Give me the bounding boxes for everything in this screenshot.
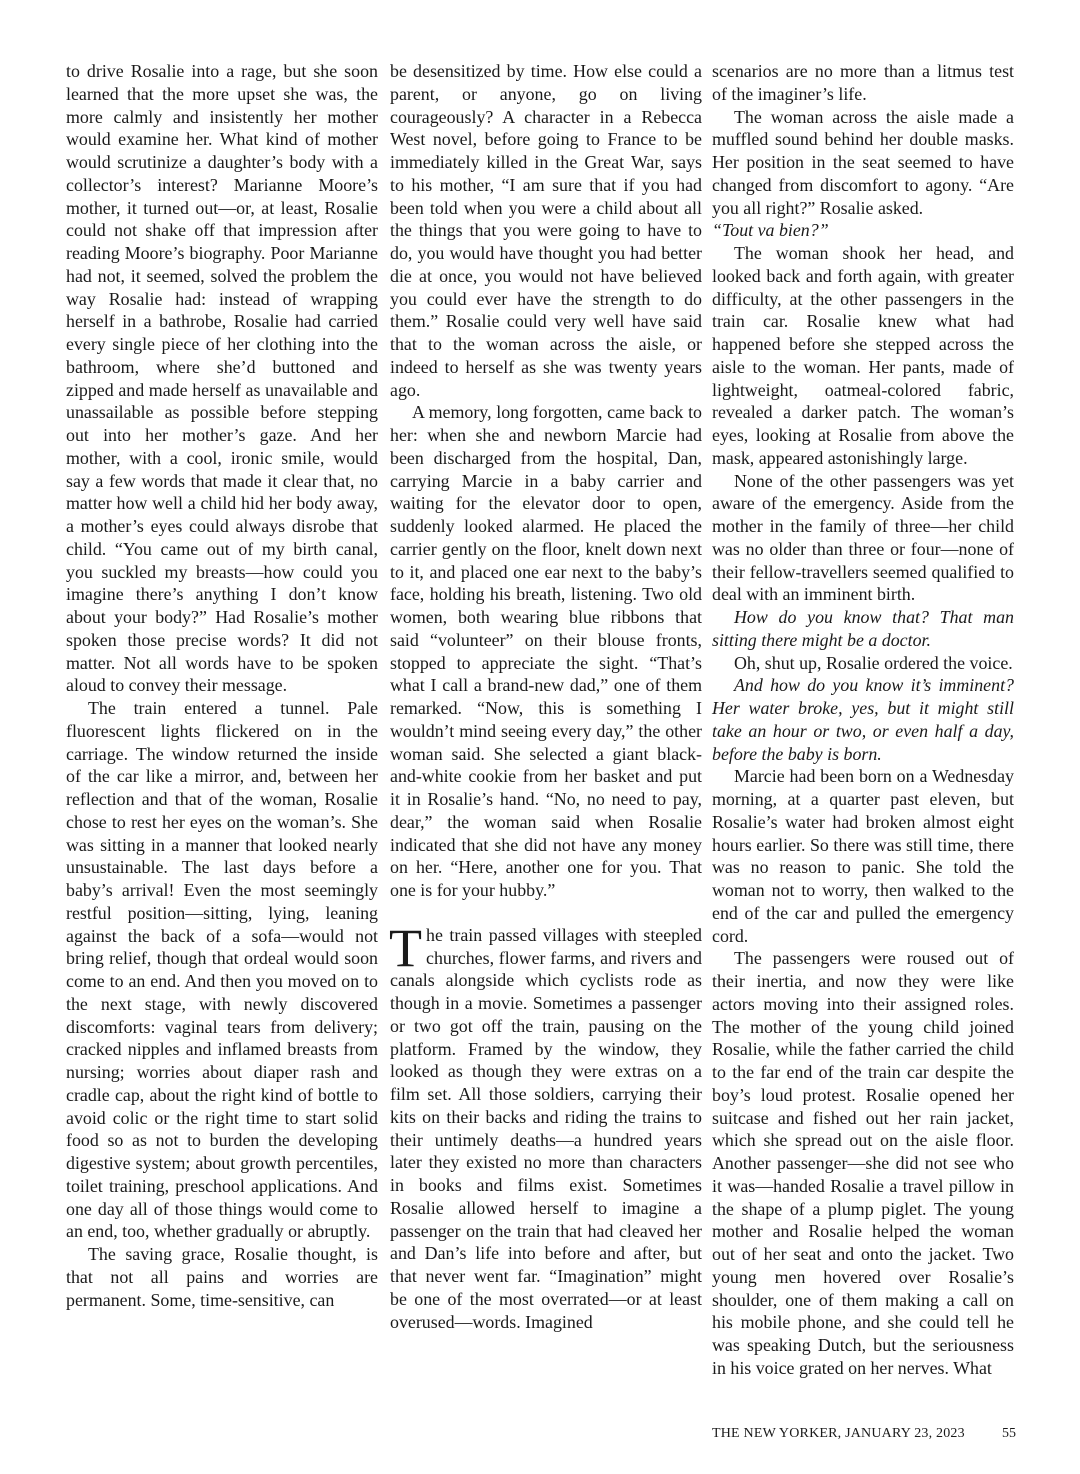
text-column-1 bbox=[66, 60, 378, 1311]
drop-cap: T bbox=[389, 917, 422, 978]
text-column-2 bbox=[390, 60, 702, 1333]
paragraph-text: The woman across the aisle made a muffled sound behind her double masks. Her position in the seat seemed to have changed from discomfort to agony. “Are you all right?” Rosalie asked. bbox=[712, 106, 1014, 218]
paragraph: scenarios are no more than a litmus test of the imaginer’s life. bbox=[712, 61, 1014, 104]
paragraph: Marcie had been born on a Wednesday morning, at a quarter past eleven, but Rosalie’s water had broken almost eight hours earlier. So there was still time, there was no reason to panic. She told the woman not to worry, then walked to the end of the car and pulled the emergency cord. bbox=[712, 766, 1014, 946]
paragraph: The woman shook her head, and looked back and forth again, with greater difficulty, at the other passengers in the train car. Rosalie knew what had happened before she stepped across the aisle to the woman. Her pants, made of lightweight, oatmeal-colored fabric, revealed a darker patch. The woman’s eyes, looking at Rosalie from above the mask, appeared astonishingly large. bbox=[712, 243, 1014, 468]
paragraph: The passengers were roused out of their inertia, and now they were like actors moving into their assigned roles. The mother of the young child joined Rosalie, while the father carried the child to the far end of the train car despite the boy’s loud protest. Rosalie opened her suitcase and fished out her rain jacket, which she spread out on the aisle floor. Another passenger—she did not see who it was—handed Rosalie a travel pillow in the shape of a plump piglet. The young mother and Rosalie helped the woman out of her seat and onto the jacket. Two young men hovered over Rosalie’s shoulder, one of them making a call on his mobile phone, and she could tell he was speaking Dutch, but the seriousness in his voice grated on her nerves. What bbox=[712, 948, 1014, 1378]
italic-text: And how do you know it’s imminent? Her water broke, yes, but it might still take an hour or two, or even half a day, before the baby is born. bbox=[712, 675, 1014, 764]
section-start-paragraph bbox=[389, 917, 702, 1334]
page-footer bbox=[712, 1424, 1016, 1444]
paragraph: be desensitized by time. How else could a parent, or anyone, go on living courageously? A character in a Rebecca West novel, before going to France to be immediately killed in the Great War, says to his mother, “I am sure that if you had been told when you were a child about all the things that you were going to have to do, you would have thought you had better die at once, you would not have believed you could ever have the strength to do them.” Rosalie could very well have said that to the woman across the aisle, or indeed to herself as she was twenty years ago. bbox=[390, 61, 702, 400]
italic-inner-voice bbox=[712, 606, 1014, 652]
paragraph: None of the other passengers was yet aware of the emergency. Aside from the mother in the family of three—her child was no older than three or four—none of their fellow-travellers seemed qualified to deal with an imminent birth. bbox=[712, 470, 1014, 605]
page-number: 55 bbox=[1002, 1426, 1016, 1441]
paragraph: Oh, shut up, Rosalie ordered the voice. bbox=[734, 652, 1013, 673]
paragraph-text: he train passed villages with steepled churches, flower farms, and rivers and canals alongside which cyclists rode as though in a movie. Sometimes a passenger or two got off the train, pausing on the platform. Framed by the window, they looked as though they were extras on a film set. All those soldiers, carrying their kits on their backs and riding the trains to their untimely deaths—a hundred years later they existed no more than characters in books and films exist. Sometimes Rosalie allowed herself to imagine a passenger on the train that had cleaved her and Dan’s life into before and after, but that never went far. “Imagination” might be one of the most overrated—or at least overused—words. Imagined bbox=[390, 924, 702, 1332]
text-column-3 bbox=[712, 60, 1014, 1380]
magazine-issue-line: THE NEW YORKER, JANUARY 23, 2023 bbox=[712, 1426, 965, 1441]
paragraph: The train entered a tunnel. Pale fluorescent lights flickered on in the carriage. The window returned the inside of the car like a mirror, and, between her reflection and that of the woman, Rosalie chose to rest her eyes on the woman’s. She was sitting in a manner that looked nearly unsustainable. The last days before a baby’s arrival! Even the most seemingly restful position—sitting, lying, leaning against the back of a sofa—would not bring relief, though that ordeal would soon come to an end. And then you moved on to the next stage, with newly discovered discomforts: vaginal tears from delivery; cracked nipples and inflamed breasts from nursing; worries about diaper rash and cradle cap, about the right kind of bottle to avoid colic or the right time to start solid food so as not to burden the developing digestive system; about growth percentiles, toilet training, preschool applications. And one day all of those things would come to an end, too, whether gradually or abruptly. bbox=[66, 698, 378, 1242]
italic-text: How do you know that? That man sitting there might be a doctor. bbox=[712, 607, 1014, 650]
italic-inner-voice bbox=[712, 674, 1014, 765]
paragraph: to drive Rosalie into a rage, but she soon learned that the more upset she was, the more calmly and insistently her mother would examine her. What kind of mother would scrutinize a daughter’s body with a collector’s interest? Marianne Moore’s mother, it turned out—or, at least, Rosalie could not shake off that impression after reading Moore’s biography. Poor Marianne had not, it seemed, solved the problem the way Rosalie had: instead of wrapping herself in a bathrobe, Rosalie had carried every single piece of her clothing into the bathroom, where she’d buttoned and zipped and made herself as unavailable and unassailable as possible before stepping out into her mother’s gaze. And her mother, with a cool, ironic smile, would say a few words that made it clear that, no matter how well a child hid her body away, a mother’s eyes could always disrobe that child. “You came out of my birth canal, you suckled my breasts—how could you imagine there’s anything I don’t know about your body?” Had Rosalie’s mother spoken those precise words? It did not matter. Not all words have to be spoken aloud to convey their message. bbox=[66, 61, 378, 696]
paragraph: The saving grace, Rosalie thought, is that not all pains and worries are permanent. Some, time-sensitive, can bbox=[66, 1244, 378, 1310]
paragraph bbox=[712, 106, 1014, 243]
paragraph: A memory, long forgotten, came back to her: when she and newborn Marcie had been discharged from the hospital, Dan, carrying Marcie in a baby carrier and waiting for the elevator door to open, suddenly looked alarmed. He placed the carrier gently on the floor, knelt down next to it, and placed one ear next to the baby’s face, holding his breath, listening. Two old women, both wearing blue ribbons that said “volunteer” on their blouse fronts, stopped to appreciate the sight. “That’s what I call a brand-new dad,” one of them remarked. “Now, this is something I wouldn’t mind seeing every day,” the other woman said. She selected a giant black-and-white cookie from her basket and put it in Rosalie’s hand. “No, no need to pay, dear,” the woman said when Rosalie indicated that she did not have any money on her. “Here, another one for you. That one is for your hubby.” bbox=[390, 402, 702, 900]
italic-dialogue: “Tout va bien?” bbox=[712, 220, 829, 241]
